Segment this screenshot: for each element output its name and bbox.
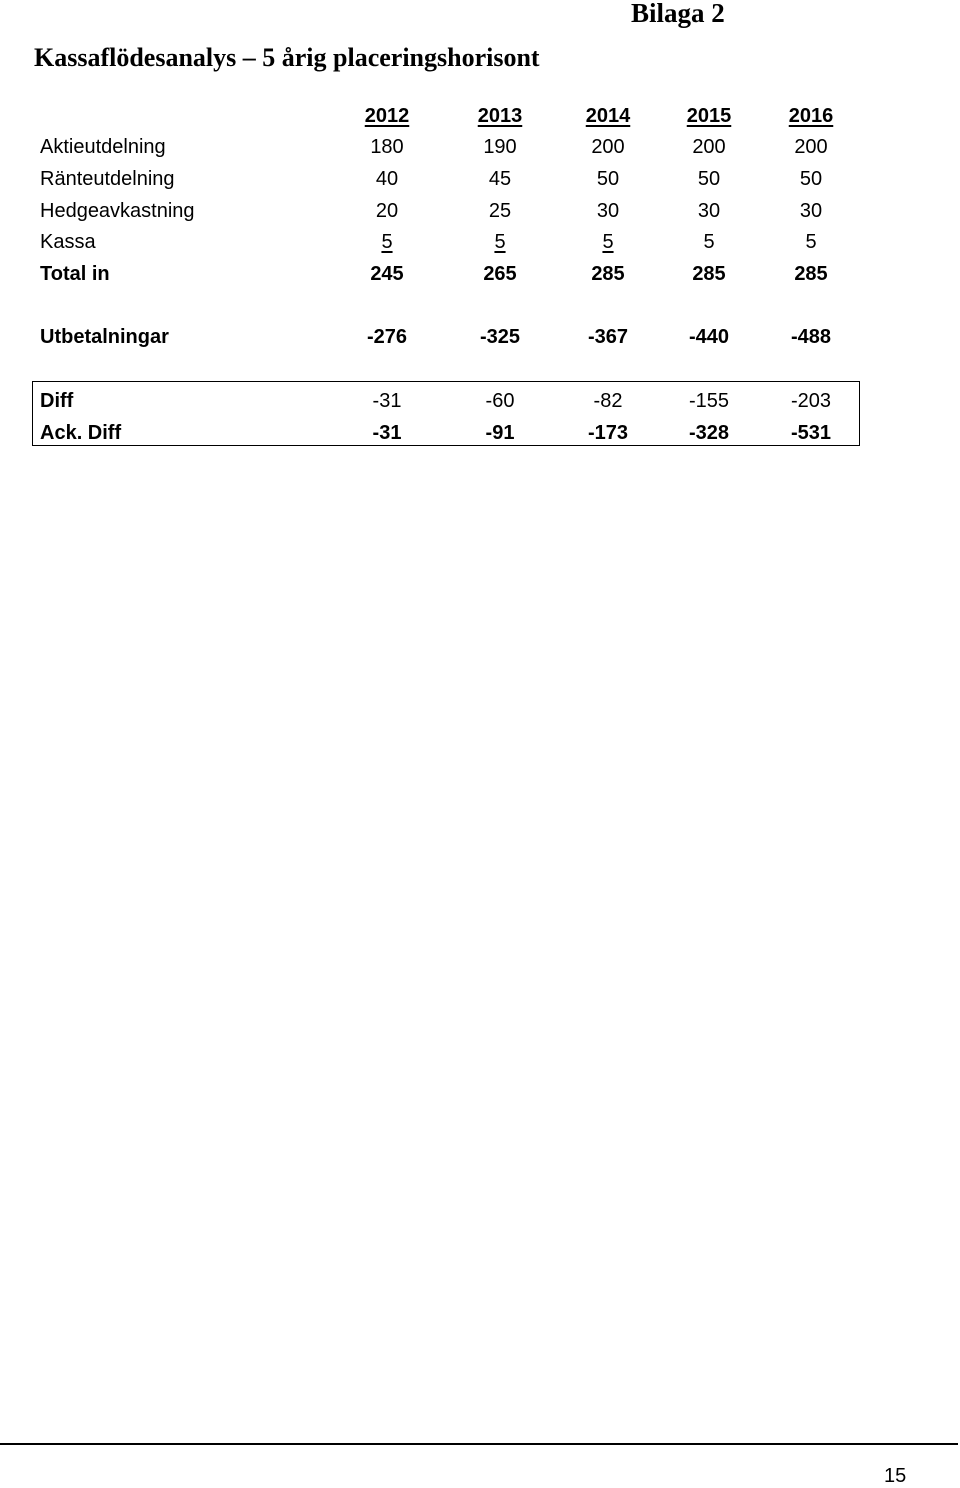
table-row [0,163,960,195]
page-number: 15 [884,1465,907,1487]
table-cell: 200 [591,136,625,158]
table-cell: -31 [372,390,402,412]
row-label: Ack. Diff [40,422,122,444]
table-cell: 200 [794,136,828,158]
table-cell: -82 [593,390,623,412]
page-title: Kassaflödesanalys – 5 årig placeringshorisont [34,43,540,72]
table-cell: -31 [372,422,402,444]
row-label: Aktieutdelning [40,136,166,158]
table-cell: 5 [494,231,506,253]
year-header: 2015 [686,105,732,127]
table-header-row [0,100,960,132]
table-row [0,226,960,258]
table-cell: -60 [485,390,515,412]
table-cell: -367 [587,326,629,348]
table-cell: 40 [375,168,399,190]
table-cell: 30 [799,200,823,222]
table-cell: -155 [688,390,730,412]
table-cell: -440 [688,326,730,348]
row-label: Utbetalningar [40,326,169,348]
table-row-cumulative-diff [0,417,960,449]
table-cell: 285 [591,263,625,285]
table-cell: -203 [790,390,832,412]
year-header: 2014 [585,105,631,127]
table-row-diff [0,385,960,417]
table-cell: -531 [790,422,832,444]
table-cell: -325 [479,326,521,348]
year-header: 2012 [364,105,410,127]
row-label: Hedgeavkastning [40,200,195,222]
footer-divider [0,1443,958,1445]
table-cell: -328 [688,422,730,444]
table-cell: 265 [483,263,517,285]
table-cell: 30 [697,200,721,222]
year-header: 2016 [788,105,834,127]
appendix-label: Bilaga 2 [631,0,725,28]
table-cell: -91 [485,422,515,444]
table-cell: 45 [488,168,512,190]
table-cell: 285 [794,263,828,285]
table-cell: 5 [381,231,393,253]
table-cell: -488 [790,326,832,348]
table-cell: -276 [366,326,408,348]
row-label: Ränteutdelning [40,168,175,190]
table-cell: 180 [370,136,404,158]
table-row-payments [0,321,960,353]
table-cell: 25 [488,200,512,222]
table-cell: 50 [697,168,721,190]
table-cell: 5 [703,231,715,253]
table-cell: 200 [692,136,726,158]
row-label: Diff [40,390,74,412]
table-cell: 30 [596,200,620,222]
table-cell: 285 [692,263,726,285]
table-cell: 50 [596,168,620,190]
table-cell: 5 [602,231,614,253]
table-row [0,195,960,227]
row-label: Kassa [40,231,96,253]
table-cell: 190 [483,136,517,158]
table-row [0,131,960,163]
table-cell: 20 [375,200,399,222]
table-cell: 5 [805,231,817,253]
table-cell: 50 [799,168,823,190]
table-row-total [0,258,960,290]
table-cell: -173 [587,422,629,444]
row-label: Total in [40,263,110,285]
table-cell: 245 [370,263,404,285]
year-header: 2013 [477,105,523,127]
